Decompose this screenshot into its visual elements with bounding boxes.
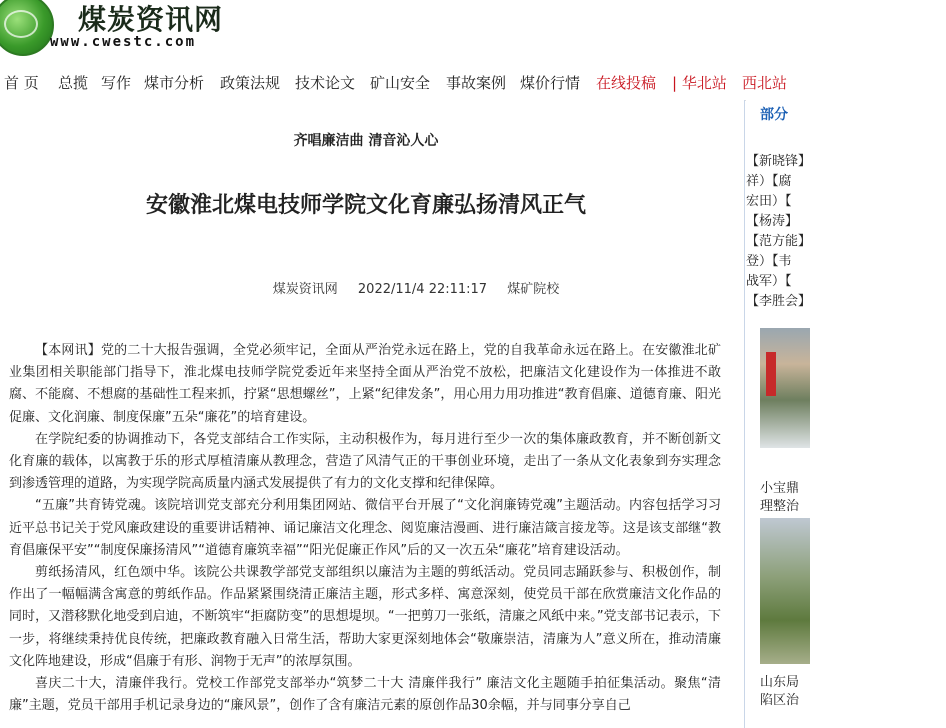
sidebar-photo[interactable] (760, 518, 810, 664)
nav-item-submit[interactable]: 在线投稿 (596, 74, 657, 92)
sidebar (746, 100, 812, 728)
nav-item-accident-cases[interactable]: 事故案例 (446, 74, 507, 92)
sidebar-item[interactable]: 【杨涛】 (746, 214, 799, 229)
main-nav (0, 66, 804, 101)
nav-item-papers[interactable]: 技术论文 (295, 74, 356, 92)
sidebar-item[interactable]: 战军）【 (746, 274, 792, 289)
article-category[interactable]: 煤矿院校 (507, 282, 560, 297)
sidebar-item[interactable]: 登）【韦 (746, 254, 792, 269)
site-name[interactable]: 煤炭资讯网 (78, 3, 224, 36)
sidebar-item[interactable]: 【范方能】 (746, 234, 812, 249)
nav-item-home[interactable]: 首 页 (4, 74, 39, 92)
article-subtitle: 齐唱廉洁曲 清音沁人心 (293, 133, 439, 149)
article-title: 安徽淮北煤电技师学院文化育廉弘扬清风正气 (145, 193, 586, 218)
article-paragraph: 剪纸扬清风，红色颂中华。该院公共课教学部党支部组织以廉洁为主题的剪纸活动。党员同志踊跃参与、积极创作，制作出了一幅幅满含寓意的剪纸作品。作品紧紧围绕清正廉洁主题，形式多样、寓意深刻，使党员干部在欣赏廉洁文化作品的同时，又潜移默化地受到启迪，不断筑牢“拒腐防变”的思想堤坝。“一把剪刀一张纸，清廉之风纸中来。”党支部书记表示，下一步，将继续秉持优良传统，把廉政教育融入日常生活，帮助大家更深刻地体会“敬廉崇洁，清廉为人”意义所在，推动清廉文化阵地建设，形成“倡廉于有形、润物于无声”的浓厚氛围。 (9, 565, 721, 669)
nav-item-policy[interactable]: 政策法规 (220, 74, 281, 92)
sidebar-photo-caption[interactable] (760, 674, 799, 710)
sidebar-heading: 部分 (760, 107, 788, 123)
nav-item-overview[interactable]: 总揽 (58, 74, 89, 92)
sidebar-item[interactable]: 【李胜会】 (746, 294, 812, 309)
article (0, 100, 744, 728)
sidebar-photo[interactable] (760, 328, 810, 448)
nav-item-north-china[interactable]: | 华北站 (672, 74, 727, 92)
article-paragraph: 在学院纪委的协调推动下，各党支部结合工作实际，主动积极作为，每月进行至少一次的集体廉政教育，并不断创新文化育廉的载体，以寓教于乐的形式厚植清廉从教理念，营造了风清气正的干事创业环境，走出了一条从文化表象到夯实理念到渗透管理的道路，为实现学院高质量内涵式发展提供了有力的文化支撑和纪律保障。 (9, 431, 721, 492)
article-meta (0, 278, 832, 297)
caption-line: 山东局 (760, 675, 800, 690)
sidebar-item[interactable]: 【新晓锋】 (746, 154, 812, 169)
sidebar-list (746, 152, 946, 312)
nav-item-coal-price[interactable]: 煤价行情 (520, 74, 581, 92)
caption-line: 小宝鼎 (760, 481, 800, 496)
sidebar-photo-caption[interactable] (760, 480, 799, 516)
article-body (9, 340, 721, 717)
nav-item-mine-safety[interactable]: 矿山安全 (370, 74, 431, 92)
article-paragraph: “五廉”共育铸党魂。该院培训党支部充分利用集团网站、微信平台开展了“文化润廉铸党魂”主题活动。内容包括学习习近平总书记关于党风廉政建设的重要讲话精神、诵记廉洁文化理念、阅览廉洁漫画、进行廉洁箴言接龙等。这是该支部继“教育倡廉保平安”“制度保廉扬清风”“道德育廉筑幸福”“阳光促廉正作风”后的又一次五朵“廉花”培育建设活动。 (9, 498, 721, 558)
caption-line: 陷区治 (760, 693, 800, 708)
nav-item-market-analysis[interactable]: 煤市分析 (144, 74, 205, 92)
site-url: www.cwestc.com (50, 34, 197, 50)
globe-logo-icon[interactable] (0, 0, 54, 56)
site-header (0, 0, 804, 66)
article-source: 煤炭资讯网 (272, 282, 338, 297)
article-paragraph: 喜庆二十大，清廉伴我行。党校工作部党支部举办“筑梦二十大 清廉伴我行” 廉洁文化主题随手拍征集活动。聚焦“清廉”主题，党员干部用手机记录身边的“廉风景”，创作了含有廉洁元素的原创作品30余幅，并与同事分享自己 (9, 676, 721, 714)
caption-line: 理整治 (760, 499, 800, 514)
article-datetime: 2022/11/4 22:11:17 (357, 282, 488, 297)
nav-item-writing[interactable]: 写作 (101, 74, 132, 92)
article-paragraph: 【本网讯】党的二十大报告强调，全党必须牢记，全面从严治党永远在路上，党的自我革命永远在路上。在安徽淮北矿业集团相关职能部门指导下，淮北煤电技师学院党委近年来坚持全面从严治党不放松，把廉洁文化建设作为一体推进不敢腐、不能腐、不想腐的基础性工程来抓，拧紧“思想螺丝”，上紧“纪律发条”，用心用力用功推进“教育倡廉、道德育廉、阳光促廉、文化润廉、制度保廉”五朵“廉花”的培育建设。 (9, 343, 721, 425)
sidebar-item[interactable]: 宏田）【 (746, 194, 792, 209)
sidebar-item[interactable]: 祥）【腐 (746, 174, 792, 189)
column-divider (744, 100, 745, 728)
nav-item-northwest[interactable]: 西北站 (742, 74, 788, 92)
